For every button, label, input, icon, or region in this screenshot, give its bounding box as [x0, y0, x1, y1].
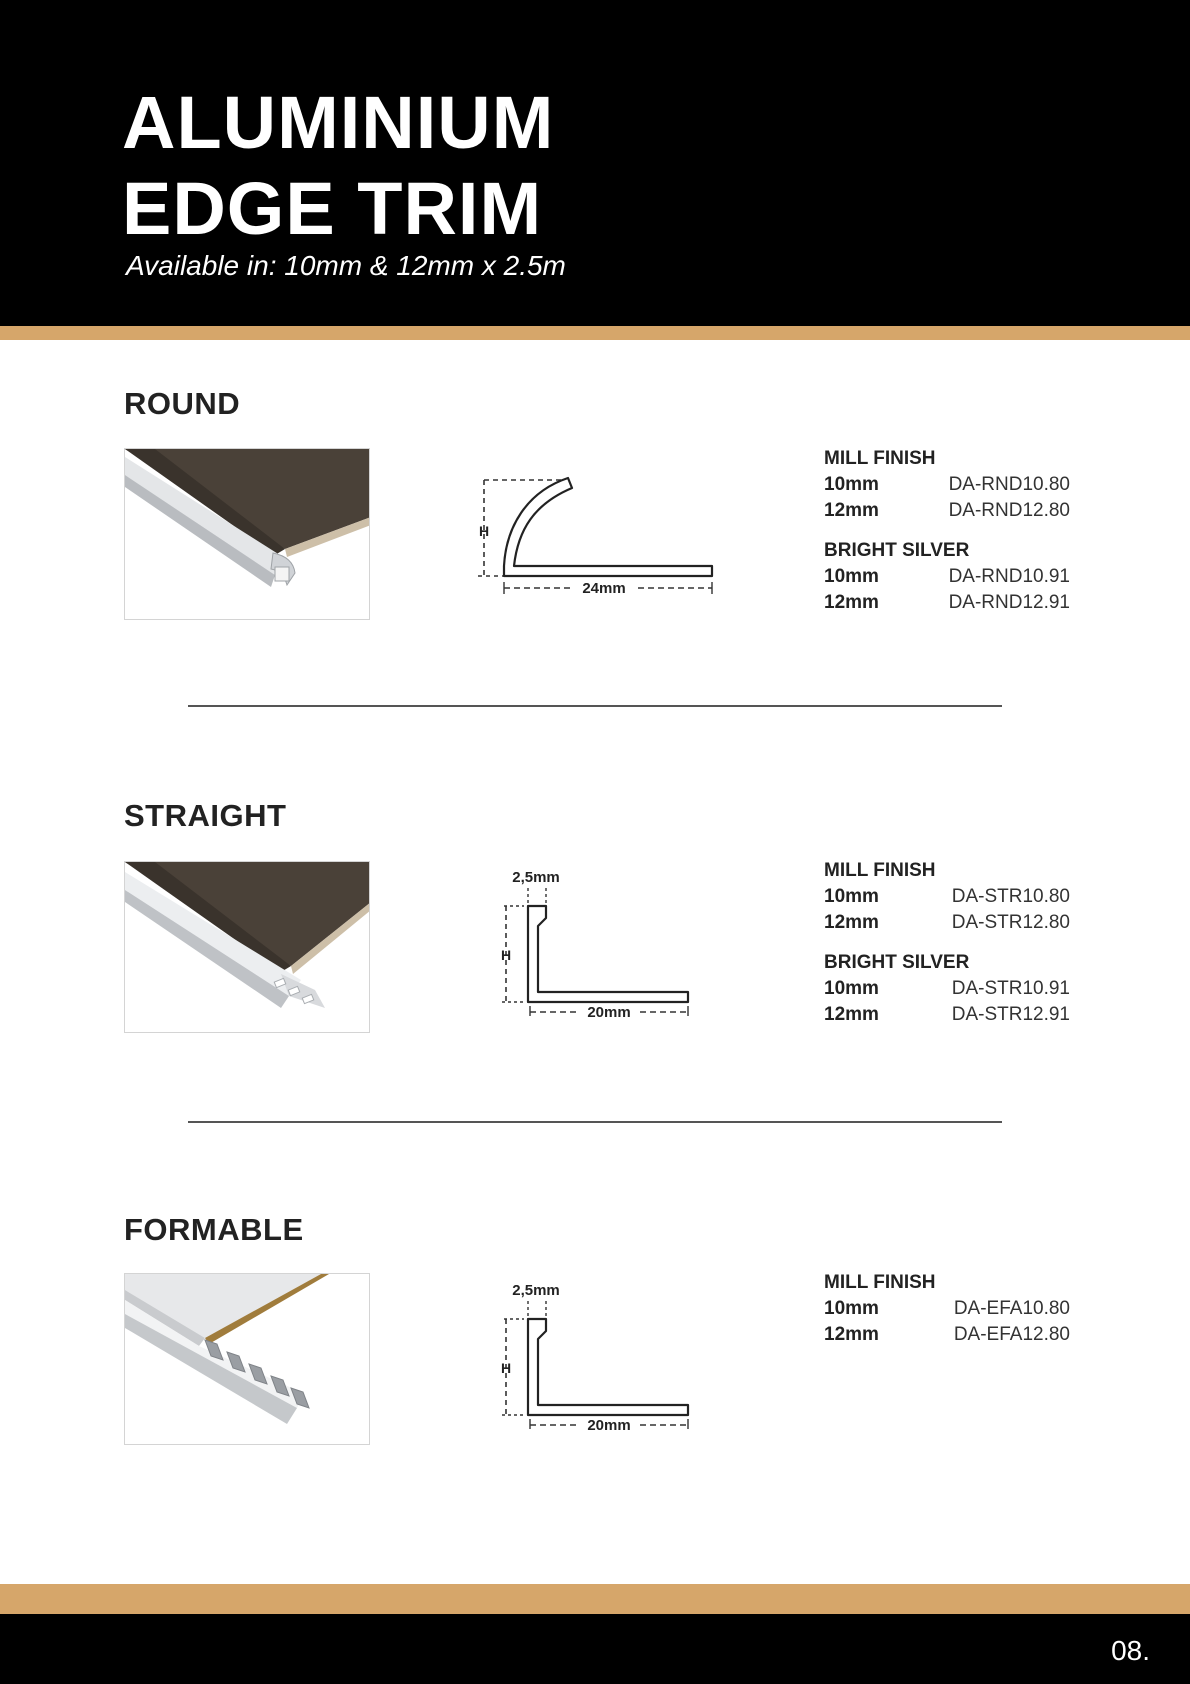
spec-size: 12mm: [824, 592, 879, 613]
product-code: DA-RND10.91: [948, 566, 1070, 587]
spec-size: 10mm: [824, 474, 879, 495]
product-code: DA-RND10.80: [948, 474, 1070, 495]
spec-row: [824, 884, 1070, 910]
header-gold-stripe: [0, 326, 1190, 340]
finish-title: MILL FINISH: [824, 860, 936, 881]
spec-size: 12mm: [824, 912, 879, 933]
product-code: DA-EFA10.80: [953, 1298, 1070, 1319]
title-line-1: ALUMINIUM: [122, 81, 555, 164]
spec-row: [824, 1322, 1070, 1348]
spec-list-straight: [824, 858, 1070, 1028]
thickness-label-straight: 2,5mm: [512, 869, 560, 886]
section-title-straight: STRAIGHT: [124, 798, 287, 833]
finish-title: MILL FINISH: [824, 448, 936, 469]
width-label-round: 24mm: [582, 580, 626, 597]
height-label-formable: H: [500, 1360, 512, 1376]
section-divider: [188, 705, 1002, 707]
spec-row: [824, 910, 1070, 936]
spec-size: 10mm: [824, 1298, 879, 1319]
spec-row: [824, 1002, 1070, 1028]
section-title-round: ROUND: [124, 386, 241, 421]
width-label-formable: 20mm: [587, 1417, 631, 1434]
spec-size: 10mm: [824, 886, 879, 907]
spec-row: [824, 472, 1070, 498]
product-code: DA-STR10.91: [951, 978, 1070, 999]
height-label-straight: H: [500, 947, 512, 963]
footer-gold-stripe: [0, 1584, 1190, 1614]
profile-diagram-round: [474, 470, 734, 615]
footer-band: [0, 1614, 1190, 1684]
finish-title: MILL FINISH: [824, 1272, 936, 1293]
spec-row: [824, 498, 1070, 524]
product-code: DA-RND12.91: [948, 592, 1070, 613]
finish-title: BRIGHT SILVER: [824, 540, 970, 561]
page-title: [122, 80, 554, 252]
product-code: DA-RND12.80: [948, 500, 1070, 521]
spec-size: 12mm: [824, 500, 879, 521]
spec-list-round: [824, 446, 1070, 616]
width-label-straight: 20mm: [587, 1004, 631, 1021]
thickness-label-formable: 2,5mm: [512, 1282, 560, 1299]
spec-size: 12mm: [824, 1004, 879, 1025]
finish-title: BRIGHT SILVER: [824, 952, 970, 973]
product-photo-straight: [124, 861, 370, 1033]
title-line-2: EDGE TRIM: [122, 167, 543, 250]
spec-row: [824, 976, 1070, 1002]
spec-size: 12mm: [824, 1324, 879, 1345]
spec-size: 10mm: [824, 978, 879, 999]
product-code: DA-STR12.80: [951, 912, 1070, 933]
spec-list-formable: [824, 1270, 1070, 1348]
spec-size: 10mm: [824, 566, 879, 587]
product-code: DA-STR10.80: [951, 886, 1070, 907]
product-photo-round: [124, 448, 370, 620]
height-label-round: H: [478, 523, 490, 539]
product-code: DA-EFA12.80: [953, 1324, 1070, 1345]
section-title-formable: FORMABLE: [124, 1212, 304, 1247]
profile-diagram-straight: [500, 866, 700, 1021]
spec-row: [824, 1296, 1070, 1322]
spec-row: [824, 590, 1070, 616]
page-subtitle: Available in: 10mm & 12mm x 2.5m: [126, 250, 566, 281]
product-code: DA-STR12.91: [951, 1004, 1070, 1025]
section-divider: [188, 1121, 1002, 1123]
product-photo-formable: [124, 1273, 370, 1445]
profile-diagram-formable: [500, 1279, 700, 1434]
page-number: 08.: [1111, 1635, 1150, 1666]
spec-row: [824, 564, 1070, 590]
